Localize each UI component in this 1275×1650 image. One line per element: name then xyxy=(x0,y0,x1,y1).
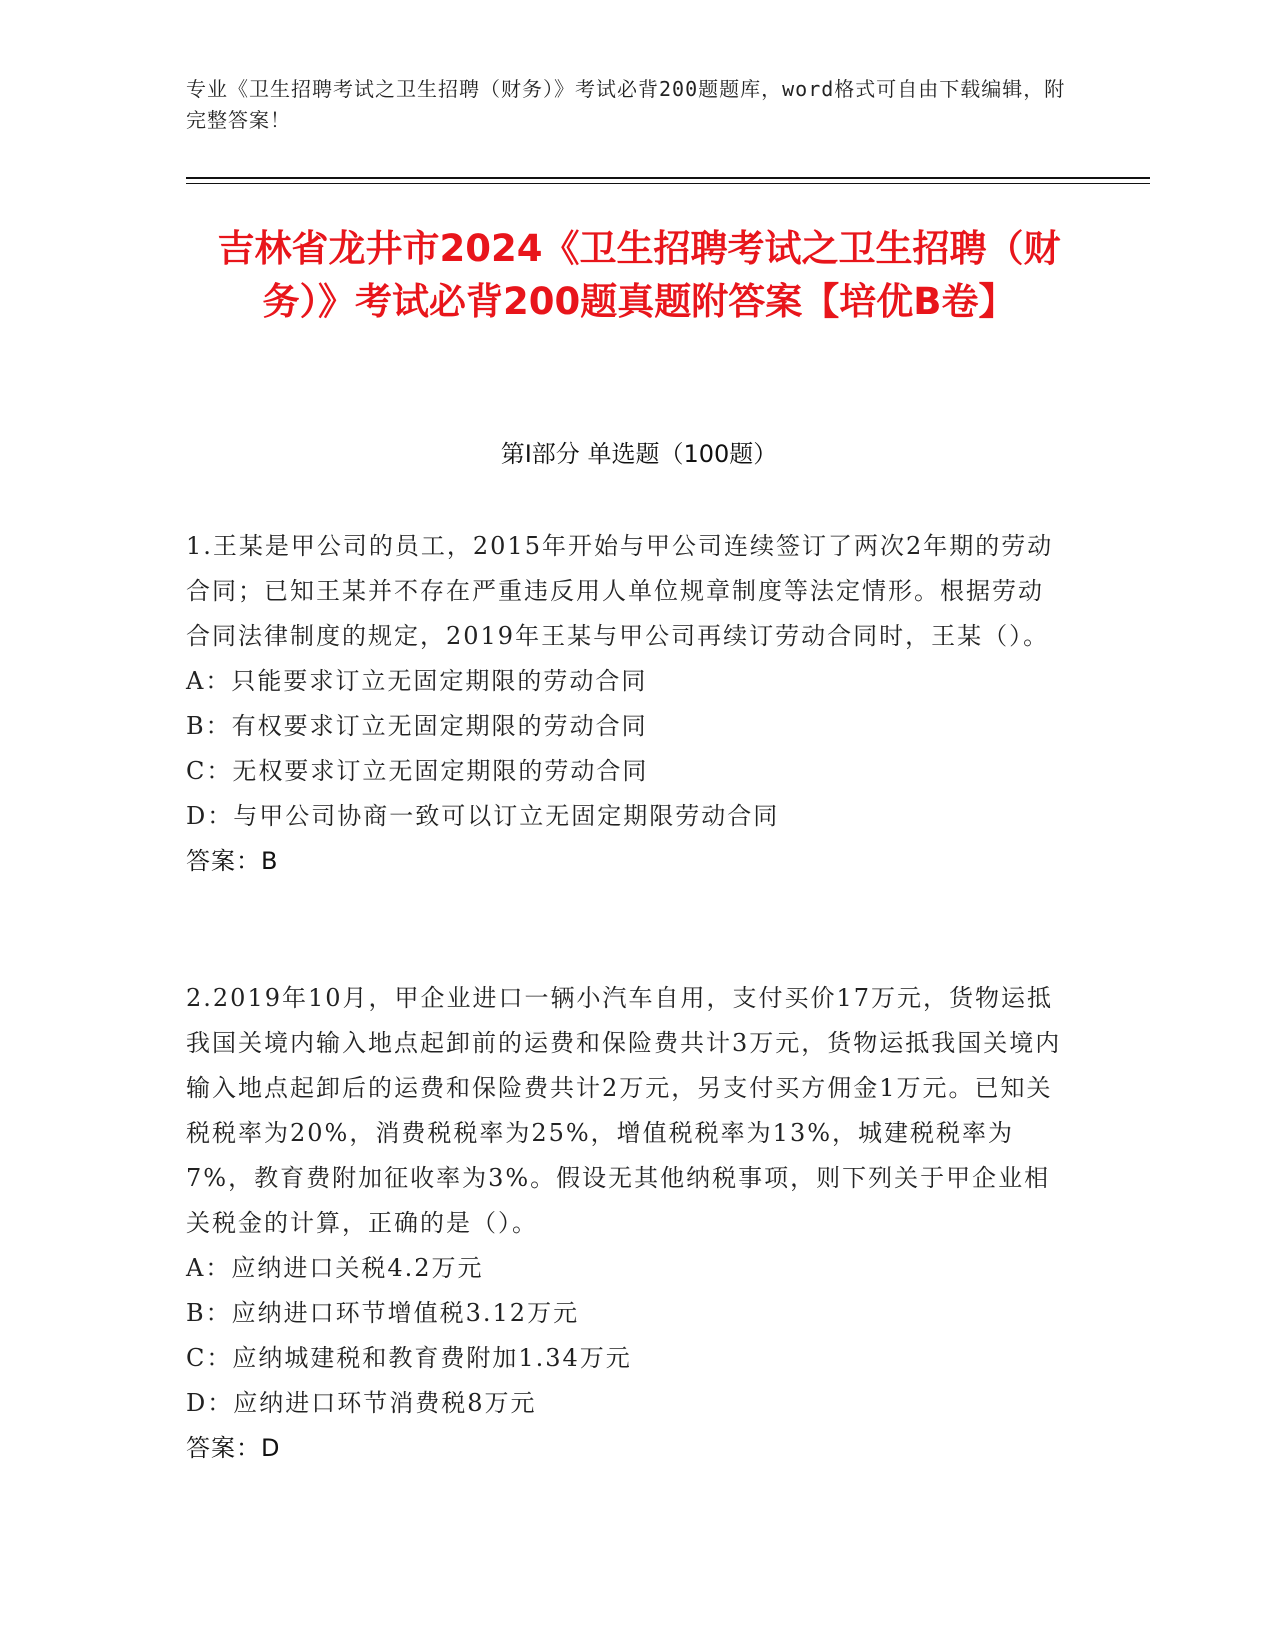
answer: 答案：D xyxy=(186,1434,281,1462)
section-heading: 第I部分 单选题（100题） xyxy=(500,440,778,468)
question-2 xyxy=(186,976,1066,1471)
option-c: C：应纳城建税和教育费附加1.34万元 xyxy=(186,1344,632,1372)
header-note: 专业《卫生招聘考试之卫生招聘（财务）》考试必背200题题库，word格式可自由下载编辑，附完整答案！ xyxy=(186,77,1066,132)
document-title: 吉林省龙井市2024《卫生招聘考试之卫生招聘（财务）》考试必背200题真题附答案【培优B卷】 xyxy=(217,227,1061,323)
question-1 xyxy=(186,524,1066,884)
option-c: C：无权要求订立无固定期限的劳动合同 xyxy=(186,757,649,785)
option-b: B：有权要求订立无固定期限的劳动合同 xyxy=(186,712,648,740)
header-divider xyxy=(186,177,1150,179)
option-d: D：与甲公司协商一致可以订立无固定期限劳动合同 xyxy=(186,802,780,830)
question-stem: 2.2019年10月，甲企业进口一辆小汽车自用，支付买价17万元，货物运抵我国关境内输入地点起卸前的运费和保险费共计3万元，货物运抵我国关境内输入地点起卸后的运费和保险费共计2万元，另支付买方佣金1万元。已知关税税率为20%，消费税税率为25%，增值税税率为13%，城建税税率为7%，教育费附加征收率为3%。假设无其他纳税事项，则下列关于甲企业相关税金的计算，正确的是（）。 xyxy=(186,984,1062,1237)
option-b: B：应纳进口环节增值税3.12万元 xyxy=(186,1299,580,1327)
question-stem: 1.王某是甲公司的员工，2015年开始与甲公司连续签订了两次2年期的劳动合同；已知王某并不存在严重违反用人单位规章制度等法定情形。根据劳动合同法律制度的规定，2019年王某与甲公司再续订劳动合同时，王某（）。 xyxy=(186,532,1054,650)
option-a: A：只能要求订立无固定期限的劳动合同 xyxy=(186,667,648,695)
header-divider-thin xyxy=(186,183,1150,184)
answer: 答案：B xyxy=(186,847,279,875)
option-a: A：应纳进口关税4.2万元 xyxy=(186,1254,484,1282)
option-d: D：应纳进口环节消费税8万元 xyxy=(186,1389,537,1417)
